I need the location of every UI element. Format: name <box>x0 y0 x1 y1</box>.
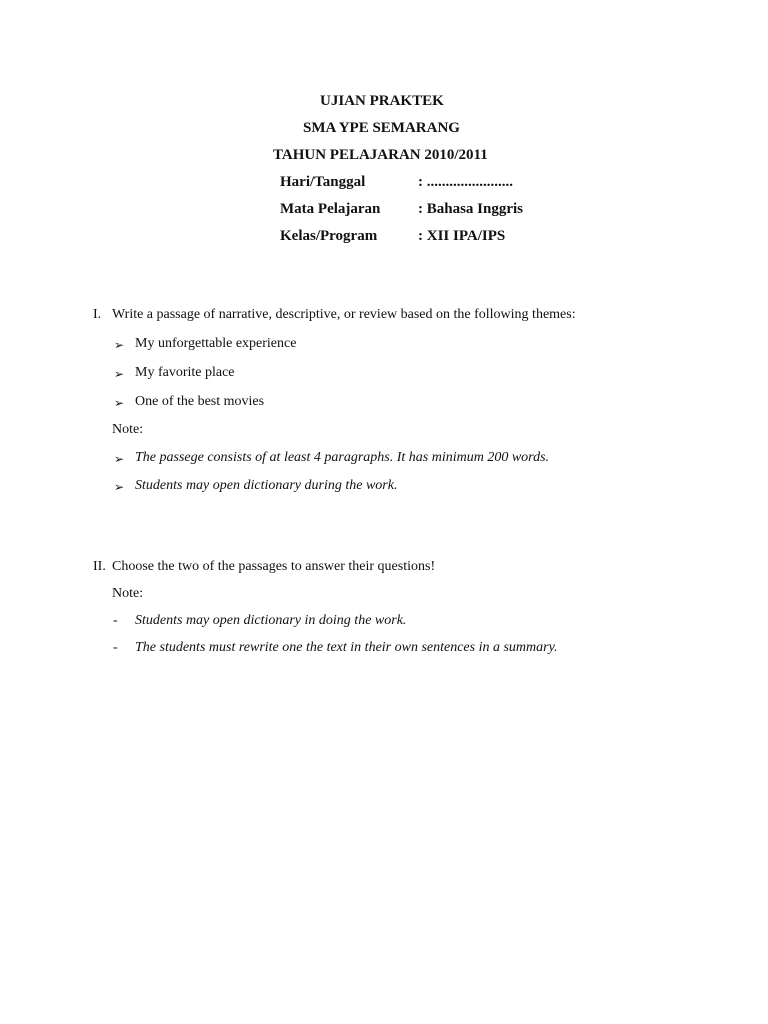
section-1-note-label: Note: <box>112 422 144 437</box>
arrow-bullet-icon: ➢ <box>114 396 125 410</box>
section-1-instruction: Write a passage of narrative, descriptive, or review based on the following themes: <box>112 307 576 322</box>
dash-bullet: - <box>113 640 118 655</box>
info-row-date <box>280 174 513 191</box>
section-2-note: The students must rewrite one the text in their own sentences in a summary. <box>135 640 558 655</box>
section-2-number: II. <box>93 559 106 574</box>
info-row-subject <box>280 201 523 218</box>
arrow-bullet-icon: ➢ <box>114 367 125 381</box>
school-name: SMA YPE SEMARANG <box>303 120 460 136</box>
info-label: Kelas/Program <box>280 228 378 244</box>
dash-bullet: - <box>113 613 118 628</box>
info-value: : ....................... <box>418 174 513 190</box>
info-value: : Bahasa Inggris <box>418 201 524 217</box>
section-1-number: I. <box>93 307 102 322</box>
info-label: Mata Pelajaran <box>280 201 381 217</box>
theme-item: One of the best movies <box>135 394 265 409</box>
section-2-note: Students may open dictionary in doing the work. <box>135 613 407 628</box>
section-2-instruction: Choose the two of the passages to answer their questions! <box>112 559 436 574</box>
section-2-note-label: Note: <box>112 586 144 601</box>
arrow-bullet-icon: ➢ <box>114 338 125 352</box>
academic-year: TAHUN PELAJARAN 2010/2011 <box>273 147 488 163</box>
theme-item: My unforgettable experience <box>135 336 297 351</box>
section-1-note: The passege consists of at least 4 paragraphs. It has minimum 200 words. <box>135 450 550 465</box>
arrow-bullet-icon: ➢ <box>114 452 125 466</box>
info-value: : XII IPA/IPS <box>418 228 506 244</box>
section-1-note: Students may open dictionary during the work. <box>135 478 398 493</box>
exam-title: UJIAN PRAKTEK <box>320 93 444 109</box>
info-row-class <box>280 228 505 245</box>
info-label: Hari/Tanggal <box>280 174 366 190</box>
arrow-bullet-icon: ➢ <box>114 480 125 494</box>
theme-item: My favorite place <box>135 365 235 380</box>
